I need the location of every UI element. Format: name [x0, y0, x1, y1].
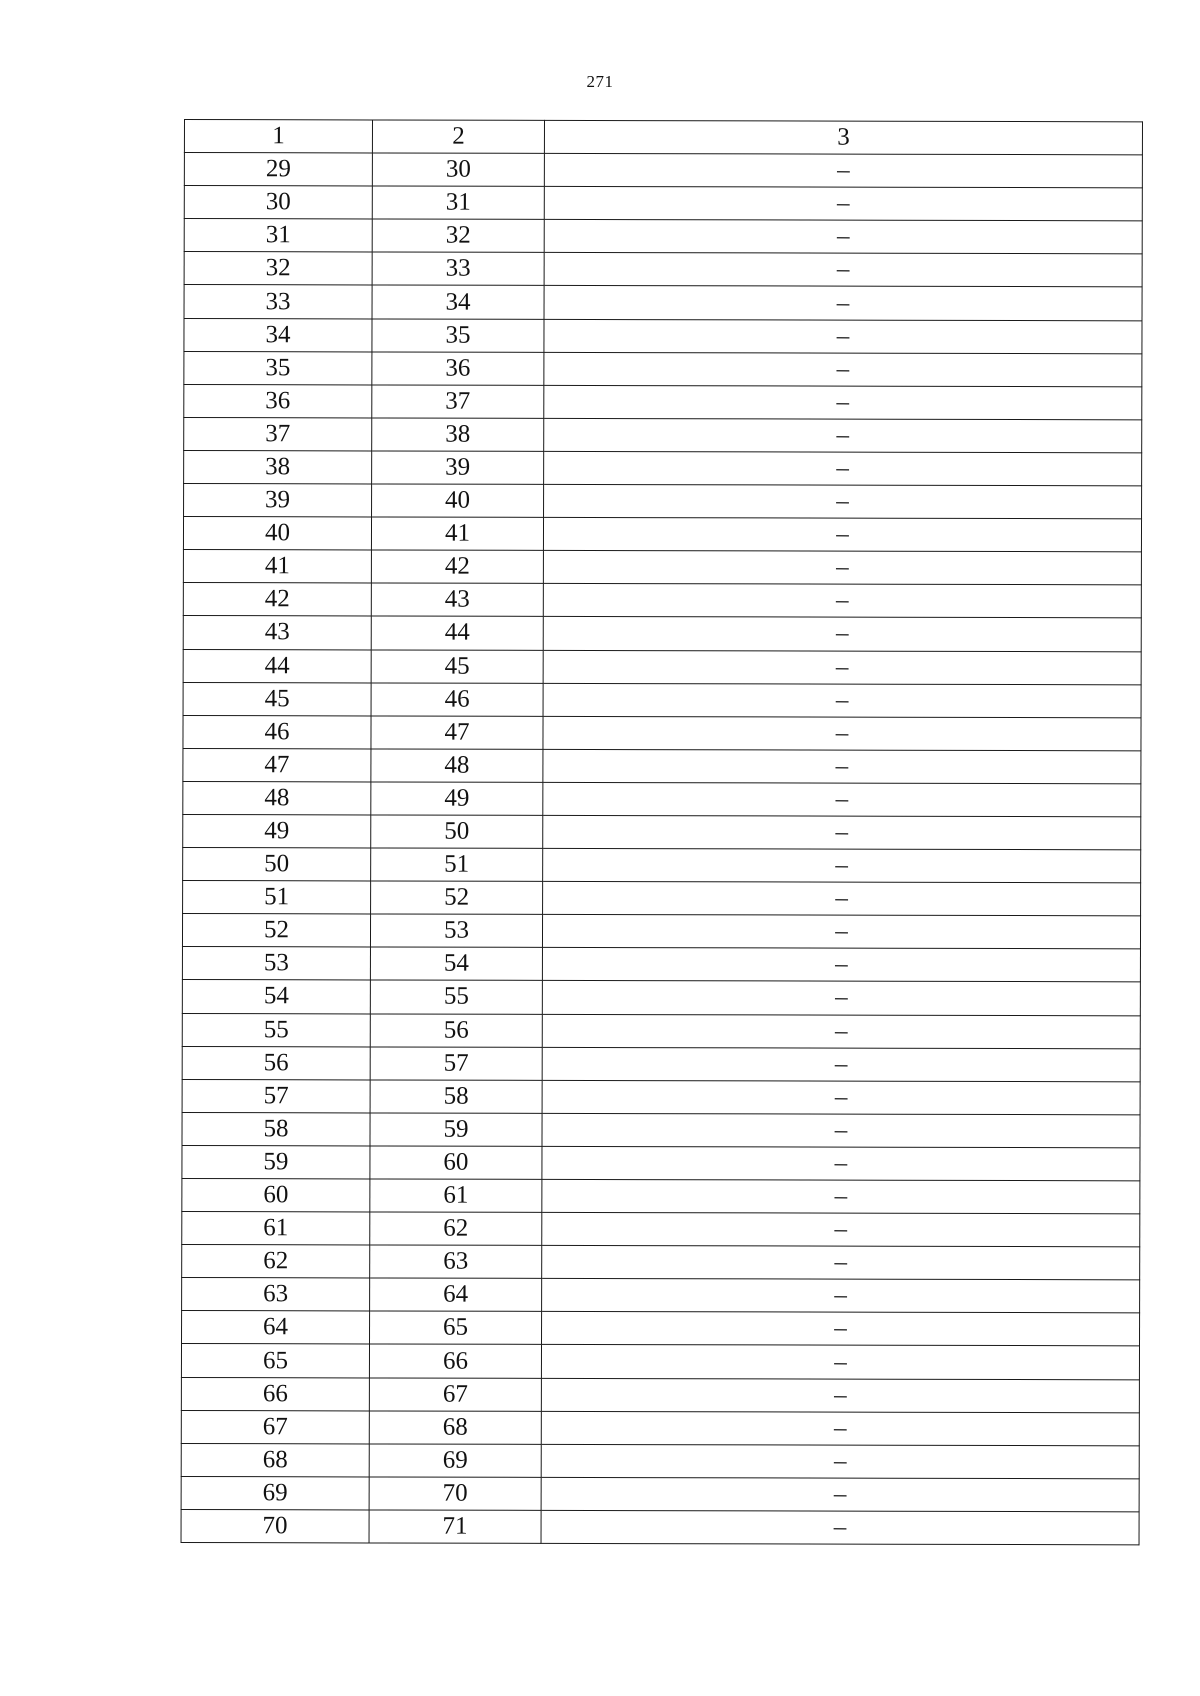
- table-row: [181, 1476, 1139, 1511]
- column-header: 1: [184, 120, 372, 154]
- table-cell-col2: 34: [372, 285, 544, 319]
- table-row: [183, 517, 1141, 552]
- table-cell-col2: 62: [370, 1212, 542, 1246]
- data-table: [181, 119, 1143, 1545]
- table-cell-col2: 56: [370, 1013, 542, 1047]
- table-cell-col3: –: [541, 1411, 1139, 1446]
- table-cell-col3: –: [543, 882, 1141, 917]
- table-cell-col1: 42: [183, 583, 371, 617]
- table-cell-col1: 61: [182, 1212, 370, 1246]
- table-cell-col1: 53: [182, 947, 370, 981]
- table-row: [181, 1377, 1139, 1412]
- table-cell-col1: 33: [184, 285, 372, 319]
- table-row: [182, 1311, 1140, 1346]
- table-cell-col2: 48: [371, 749, 543, 783]
- table-cell-col3: –: [543, 815, 1141, 850]
- table-cell-col1: 30: [184, 186, 372, 220]
- table-cell-col2: 68: [369, 1411, 541, 1445]
- table-body: [181, 120, 1142, 1545]
- table-cell-col1: 36: [184, 384, 372, 418]
- table-cell-col3: –: [544, 187, 1142, 222]
- table-cell-col2: 36: [372, 352, 544, 386]
- table-cell-col1: 37: [184, 417, 372, 451]
- table-cell-col2: 31: [372, 186, 544, 220]
- table-cell-col2: 63: [370, 1245, 542, 1279]
- table-cell-col2: 54: [370, 947, 542, 981]
- table-cell-col3: –: [544, 286, 1142, 321]
- table-row: [183, 848, 1141, 883]
- table-row: [183, 583, 1141, 618]
- table-cell-col1: 43: [183, 616, 371, 650]
- table-cell-col3: –: [541, 1510, 1139, 1545]
- table-cell-col1: 56: [182, 1046, 370, 1080]
- table-cell-col2: 45: [371, 649, 543, 683]
- table-cell-col1: 32: [184, 252, 372, 286]
- page-number: 271: [586, 72, 614, 91]
- table-row: [184, 219, 1142, 254]
- table-cell-col3: –: [544, 385, 1142, 420]
- table-row: [182, 1112, 1140, 1147]
- table-row: [182, 1013, 1140, 1048]
- data-table-container: [181, 119, 1142, 1545]
- table-row: [182, 1178, 1140, 1213]
- table-cell-col1: 62: [182, 1245, 370, 1279]
- table-cell-col1: 57: [182, 1079, 370, 1113]
- table-cell-col2: 37: [372, 385, 544, 419]
- table-cell-col3: –: [544, 220, 1142, 255]
- table-row: [181, 1410, 1139, 1445]
- table-cell-col1: 46: [183, 715, 371, 749]
- table-cell-col3: –: [543, 716, 1141, 751]
- table-cell-col3: –: [542, 1312, 1140, 1347]
- table-row: [181, 1443, 1139, 1478]
- table-cell-col3: –: [541, 1444, 1139, 1479]
- table-row: [181, 1344, 1139, 1379]
- table-cell-col1: 45: [183, 682, 371, 716]
- table-row: [182, 1245, 1140, 1280]
- table-cell-col1: 50: [183, 848, 371, 882]
- table-row: [183, 649, 1141, 684]
- table-cell-col3: –: [543, 848, 1141, 883]
- table-cell-col1: 66: [181, 1377, 369, 1411]
- table-cell-col2: 61: [370, 1179, 542, 1213]
- table-cell-col2: 53: [370, 914, 542, 948]
- table-cell-col1: 52: [182, 914, 370, 948]
- table-cell-col3: –: [543, 551, 1141, 586]
- table-cell-col3: –: [543, 518, 1141, 553]
- table-cell-col3: –: [541, 1477, 1139, 1512]
- table-cell-col3: –: [543, 683, 1141, 718]
- table-cell-col3: –: [543, 584, 1141, 619]
- table-cell-col1: 47: [183, 748, 371, 782]
- table-cell-col3: –: [542, 915, 1140, 950]
- table-cell-col2: 39: [372, 451, 544, 485]
- table-row: [183, 814, 1141, 849]
- table-row: [183, 616, 1141, 651]
- table-cell-col3: –: [541, 1378, 1139, 1413]
- table-cell-col2: 35: [372, 319, 544, 353]
- table-cell-col1: 55: [182, 1013, 370, 1047]
- table-row: [183, 682, 1141, 717]
- table-row: [184, 153, 1142, 188]
- table-cell-col2: 40: [372, 484, 544, 518]
- table-cell-col1: 67: [181, 1410, 369, 1444]
- table-cell-col3: –: [542, 1113, 1140, 1148]
- table-cell-col3: –: [544, 484, 1142, 519]
- table-cell-col2: 32: [372, 219, 544, 253]
- table-row: [183, 748, 1141, 783]
- table-cell-col2: 38: [372, 418, 544, 452]
- table-cell-col2: 71: [369, 1510, 541, 1544]
- table-cell-col1: 58: [182, 1112, 370, 1146]
- table-cell-col3: –: [542, 1212, 1140, 1247]
- table-cell-col2: 47: [371, 716, 543, 750]
- table-row: [181, 1509, 1139, 1544]
- table-cell-col2: 44: [371, 616, 543, 650]
- table-cell-col3: –: [543, 749, 1141, 784]
- table-row: [182, 914, 1140, 949]
- table-cell-col1: 35: [184, 351, 372, 385]
- table-cell-col2: 55: [370, 980, 542, 1014]
- table-cell-col1: 31: [184, 219, 372, 253]
- table-cell-col3: –: [544, 253, 1142, 288]
- table-cell-col1: 34: [184, 318, 372, 352]
- table-row: [183, 715, 1141, 750]
- table-cell-col2: 60: [370, 1146, 542, 1180]
- table-cell-col3: –: [542, 948, 1140, 983]
- table-cell-col3: –: [544, 352, 1142, 387]
- table-row: [182, 1212, 1140, 1247]
- table-cell-col3: –: [542, 1080, 1140, 1115]
- table-cell-col3: –: [542, 1047, 1140, 1082]
- table-cell-col3: –: [544, 153, 1142, 188]
- table-cell-col2: 33: [372, 252, 544, 286]
- table-cell-col2: 49: [371, 782, 543, 816]
- table-row: [182, 980, 1140, 1015]
- table-cell-col1: 68: [181, 1443, 369, 1477]
- table-cell-col1: 51: [183, 881, 371, 915]
- table-cell-col2: 67: [369, 1378, 541, 1412]
- table-row: [183, 781, 1141, 816]
- table-cell-col1: 39: [184, 484, 372, 518]
- table-cell-col3: –: [543, 617, 1141, 652]
- table-cell-col1: 40: [183, 517, 371, 551]
- table-cell-col1: 70: [181, 1509, 369, 1543]
- table-row: [184, 252, 1142, 287]
- table-cell-col2: 41: [371, 517, 543, 551]
- table-cell-col1: 49: [183, 814, 371, 848]
- table-row: [184, 417, 1142, 452]
- table-cell-col3: –: [542, 1014, 1140, 1049]
- table-row: [182, 1145, 1140, 1180]
- table-row: [182, 947, 1140, 982]
- table-cell-col2: 51: [371, 848, 543, 882]
- table-cell-col3: –: [543, 650, 1141, 685]
- table-cell-col2: 66: [369, 1344, 541, 1378]
- column-header: 2: [372, 120, 544, 154]
- table-cell-col3: –: [542, 1279, 1140, 1314]
- table-row: [184, 186, 1142, 221]
- table-cell-col3: –: [542, 1246, 1140, 1281]
- table-cell-col2: 65: [370, 1311, 542, 1345]
- table-cell-col2: 43: [371, 583, 543, 617]
- table-row: [184, 384, 1142, 419]
- table-cell-col1: 65: [181, 1344, 369, 1378]
- table-cell-col3: –: [544, 451, 1142, 486]
- table-cell-col1: 54: [182, 980, 370, 1014]
- table-cell-col2: 42: [371, 550, 543, 584]
- table-cell-col2: 52: [371, 881, 543, 915]
- table-header-row: [184, 120, 1142, 155]
- column-header: 3: [544, 120, 1142, 155]
- table-cell-col2: 50: [371, 815, 543, 849]
- table-row: [184, 318, 1142, 353]
- table-row: [182, 1046, 1140, 1081]
- table-cell-col3: –: [542, 1179, 1140, 1214]
- table-row: [182, 1079, 1140, 1114]
- table-cell-col2: 58: [370, 1080, 542, 1114]
- table-cell-col2: 46: [371, 683, 543, 717]
- table-row: [184, 285, 1142, 320]
- table-cell-col3: –: [544, 319, 1142, 354]
- table-cell-col3: –: [542, 981, 1140, 1016]
- table-cell-col3: –: [541, 1345, 1139, 1380]
- table-cell-col2: 30: [372, 153, 544, 187]
- table-cell-col1: 44: [183, 649, 371, 683]
- table-cell-col1: 69: [181, 1476, 369, 1510]
- table-cell-col1: 41: [183, 550, 371, 584]
- table-cell-col1: 63: [182, 1278, 370, 1312]
- table-cell-col1: 60: [182, 1178, 370, 1212]
- table-cell-col1: 29: [184, 153, 372, 187]
- table-cell-col1: 64: [182, 1311, 370, 1345]
- table-row: [182, 1278, 1140, 1313]
- table-row: [184, 351, 1142, 386]
- table-cell-col3: –: [544, 418, 1142, 453]
- table-cell-col2: 64: [370, 1278, 542, 1312]
- table-row: [184, 484, 1142, 519]
- table-cell-col1: 38: [184, 450, 372, 484]
- table-cell-col2: 69: [369, 1444, 541, 1478]
- table-row: [183, 550, 1141, 585]
- table-cell-col2: 70: [369, 1477, 541, 1511]
- table-cell-col3: –: [542, 1146, 1140, 1181]
- table-cell-col1: 48: [183, 781, 371, 815]
- table-cell-col1: 59: [182, 1145, 370, 1179]
- table-row: [184, 450, 1142, 485]
- table-cell-col2: 59: [370, 1113, 542, 1147]
- table-cell-col2: 57: [370, 1047, 542, 1081]
- table-cell-col3: –: [543, 782, 1141, 817]
- table-row: [183, 881, 1141, 916]
